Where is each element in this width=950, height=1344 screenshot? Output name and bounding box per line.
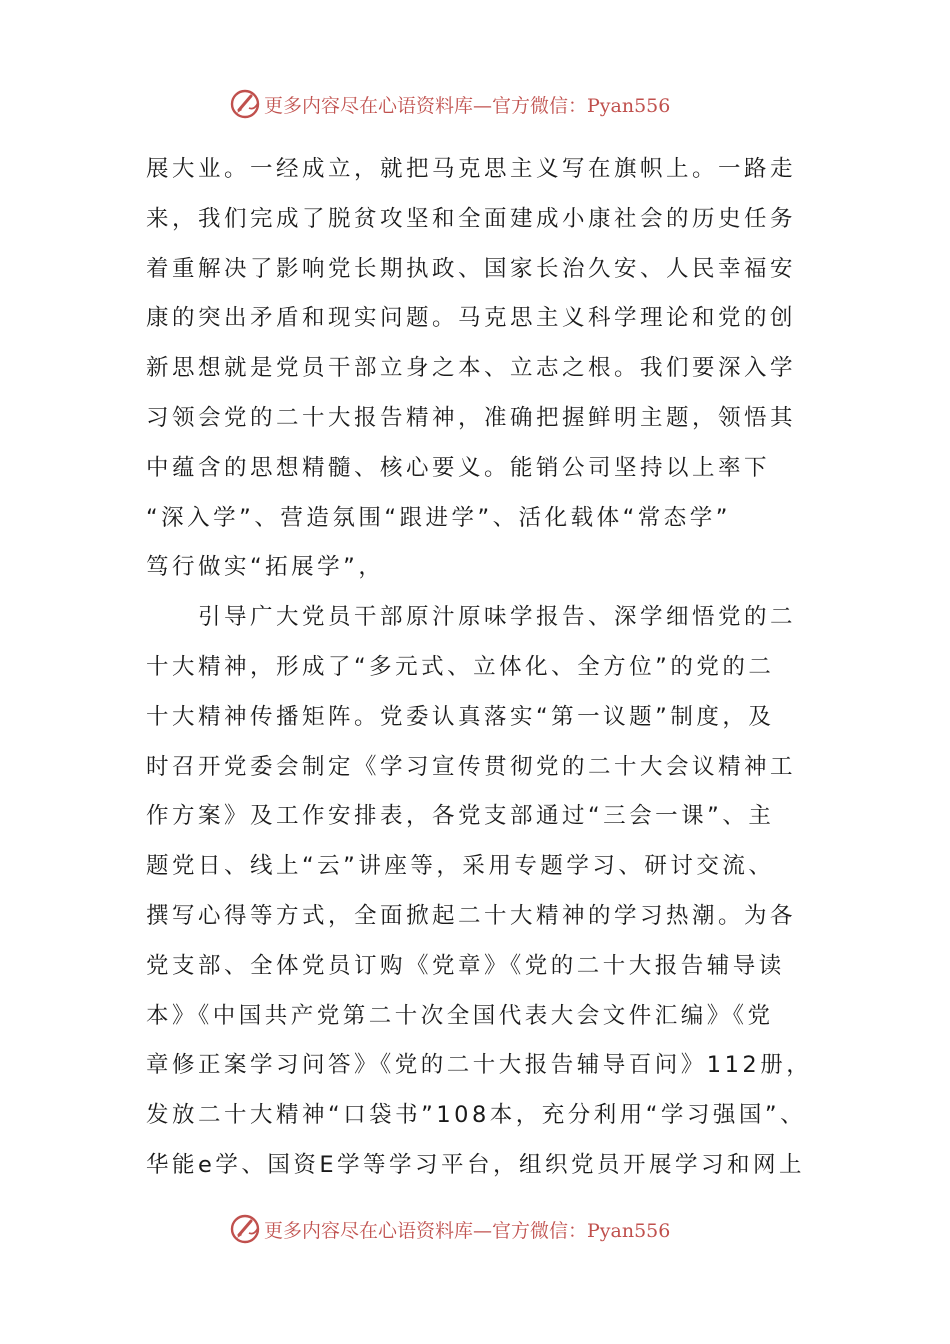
text-line-14: 作方案》及工作安排表，各党支部通过“三会一课”、主 [146,803,775,830]
text-line-5: 新思想就是党员干部立身之本、立志之根。我们要深入学 [146,355,797,382]
watermark-text: 更多内容尽在心语资料库—官方微信：Pyan556 [264,94,671,117]
pen-logo-icon [228,87,262,121]
text-line-7: 中蕴含的思想精髓、核心要义。能销公司坚持以上率下 [146,454,771,481]
text-line-16: 撰写心得等方式，全面掀起二十大精神的学习热潮。为各 [146,902,797,929]
text-line-2: 来，我们完成了脱贫攻坚和全面建成小康社会的历史任务 [146,205,797,232]
text-line-9: 笃行做实“拓展学”， [146,554,385,581]
text-line-1: 展大业。一经成立，就把马克思主义写在旗帜上。一路走 [146,156,797,182]
text-line-20: 发放二十大精神“口袋书”108本，充分利用“学习强国”、 [146,1102,807,1129]
text-line-6: 习领会党的二十大报告精神，准确把握鲜明主题，领悟其 [146,404,797,431]
footer-watermark [228,1211,670,1247]
text-line-13: 时召开党委会制定《学习宣传贯彻党的二十大会议精神工 [146,753,797,780]
text-line-12: 十大精神传播矩阵。党委认真落实“第一议题”制度，及 [146,703,775,730]
text-line-21: 华能e学、国资E学等学习平台，组织党员开展学习和网上 [146,1151,806,1178]
text-line-19: 章修正案学习问答》《党的二十大报告辅导百问》112册， [146,1052,813,1079]
text-line-17: 党支部、全体党员订购《党章》《党的二十大报告辅导读 [146,952,785,979]
text-line-15: 题党日、线上“云”讲座等，采用专题学习、研讨交流、 [146,853,775,880]
text-line-11: 十大精神，形成了“多元式、立体化、全方位”的党的二 [146,653,775,680]
text-line-4: 康的突出矛盾和现实问题。马克思主义科学理论和党的创 [146,305,797,332]
watermark-text: 更多内容尽在心语资料库—官方微信：Pyan556 [264,1219,671,1242]
text-line-8: “深入学”、营造氛围“跟进学”、活化载体“常态学” [146,504,731,531]
document-body [146,145,826,1191]
pen-logo-icon [228,1212,262,1246]
text-line-3: 着重解决了影响党长期执政、国家长治久安、人民幸福安 [146,255,797,282]
header-watermark [228,86,670,122]
text-line-18: 本》《中国共产党第二十次全国代表大会文件汇编》《党 [146,1002,774,1029]
paragraph-start-line: 引导广大党员干部原汁原味学报告、深学细悟党的二 [198,604,797,631]
